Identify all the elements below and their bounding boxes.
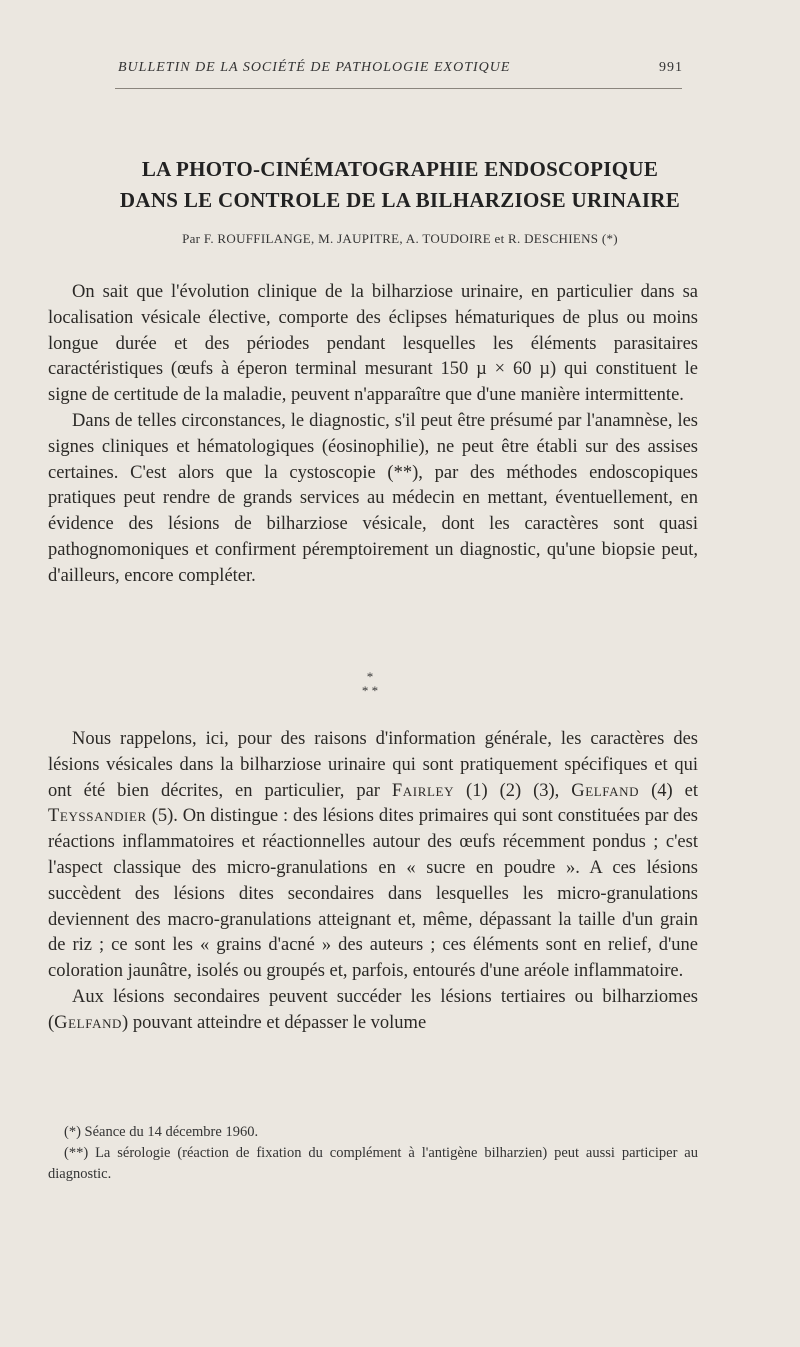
author-ref-gelfand-2: Gelfand bbox=[54, 1012, 123, 1033]
body-block-1 bbox=[48, 280, 698, 590]
paragraph-2: Dans de telles circonstances, le diagnostic, s'il peut être présumé par l'anamnèse, les signes cliniques et hématologiques (éosinophilie), ne peut être établi sur des assises certaines. C'est alors que la cystoscopie (**), par des méthodes endoscopiques pratiques peut rendre de grands services au médecin en mettant, éventuellement, en évidence des lésions de bilharziose vésicale, dont les caractères sont quasi pathognomoniques et confirment péremptoirement un diagnostic, qu'une biopsie peut, d'ailleurs, encore compléter. bbox=[48, 410, 698, 586]
running-head bbox=[118, 60, 683, 76]
footnote-2: (**) La sérologie (réaction de fixation du complément à l'antigène bilharzien) peut aussi participer au diagnostic. bbox=[48, 1145, 698, 1182]
paragraph-3 bbox=[48, 727, 698, 985]
section-asterism bbox=[340, 670, 400, 698]
paragraph-1: On sait que l'évolution clinique de la bilharziose urinaire, en particulier dans sa localisation vésicale élective, comporte des éclipses hématuriques de plus ou moins longue durée et des périodes pendant lesquelles les éléments parasitaires caractéristiques (œufs à éperon terminal mesurant 150 µ × 60 µ) qui constituent le signe de certitude de la maladie, peuvent n'apparaître que d'une manière intermittente. bbox=[48, 282, 698, 406]
paragraph-3-text-a: Nous rappelons, ici, pour des raisons d'information générale, les caractères des lésions vésicales dans la bilharziose urinaire qui sont pratiquement spécifiques et qui ont été bien décrites, en particulier, par bbox=[48, 729, 698, 801]
title-line-1: LA PHOTO-CINÉMATOGRAPHIE ENDOSCOPIQUE bbox=[141, 157, 659, 181]
paragraph-3-text-d: (5). On distingue : des lésions dites primaires qui sont constituées par des réactions inflammatoires et réactionnelles autour des œufs récemment pondus ; c'est l'aspect classique des micro-granulations en « sucre en poudre ». A ces lésions succèdent des lésions dites secondaires dans lesquelles les micro-granulations deviennent des macro-granulations atteignant et, même, dépassant la taille d'un grain de riz ; ce sont les « grains d'acné » des auteurs ; ces éléments sont en relief, d'une coloration jaunâtre, isolés ou groupés et, parfois, entourés d'une aréole inflammatoire. bbox=[48, 806, 698, 982]
paragraph-3-text-c: (4) et bbox=[639, 780, 698, 801]
author-ref-fairley: Fairley bbox=[391, 780, 455, 801]
article-title bbox=[30, 154, 770, 216]
author-ref-gelfand: Gelfand bbox=[571, 780, 640, 801]
paragraph-3-text-b: (1) (2) (3), bbox=[454, 780, 572, 801]
footnote-1: (*) Séance du 14 décembre 1960. bbox=[64, 1124, 259, 1140]
running-title: BULLETIN DE LA SOCIÉTÉ DE PATHOLOGIE EXOTIQUE bbox=[118, 60, 511, 75]
header-rule bbox=[115, 88, 682, 89]
article-authors: Par F. ROUFFILANGE, M. JAUPITRE, A. TOUDOIRE et R. DESCHIENS (*) bbox=[182, 231, 618, 246]
body-block-2 bbox=[48, 727, 698, 1037]
footnotes bbox=[48, 1122, 698, 1185]
title-line-2: DANS LE CONTROLE DE LA BILHARZIOSE URINAIRE bbox=[119, 188, 681, 212]
author-ref-teyssandier: Teyssandier bbox=[48, 806, 147, 827]
paragraph-4-text-b: ) pouvant atteindre et dépasser le volume bbox=[122, 1012, 427, 1033]
asterism-bottom: * * bbox=[361, 683, 379, 698]
paragraph-4 bbox=[48, 985, 698, 1037]
asterism-top: * bbox=[366, 669, 374, 684]
page-number: 991 bbox=[659, 60, 683, 75]
paragraph-4-text-a: Aux lésions secondaires peuvent succéder les lésions tertiaires ou bilharziomes ( bbox=[48, 986, 698, 1033]
